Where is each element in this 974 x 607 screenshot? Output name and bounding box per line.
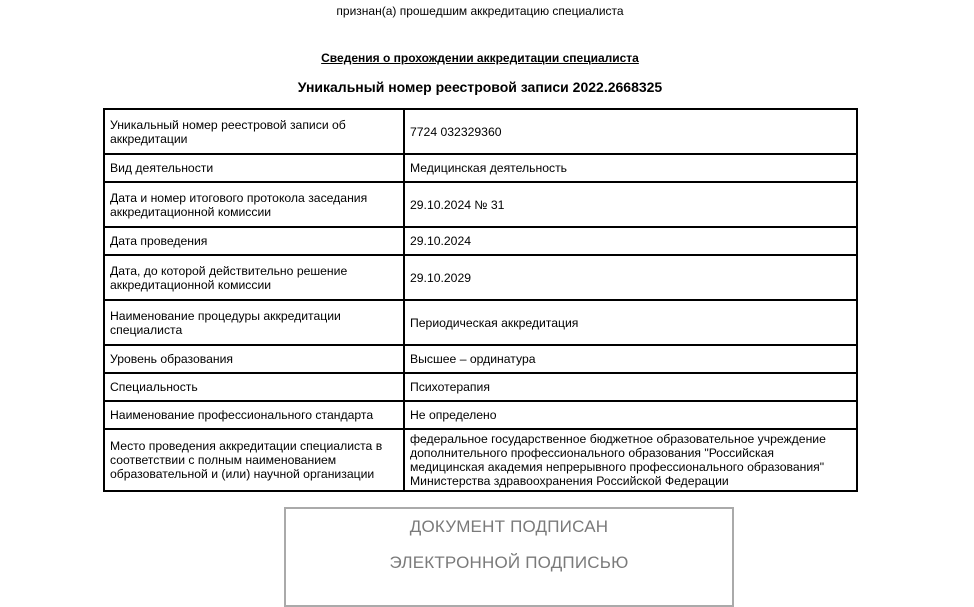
row-label: Наименование профессионального стандарта	[104, 401, 404, 429]
row-value: Периодическая аккредитация	[404, 300, 857, 345]
row-label: Место проведения аккредитации специалиста в соответствии с полным наименованием образовательной и (или) научной организации	[104, 429, 404, 491]
table-row	[104, 429, 857, 491]
row-label: Уникальный номер реестровой записи об аккредитации	[104, 109, 404, 154]
row-label: Дата и номер итогового протокола заседания аккредитационной комиссии	[104, 182, 404, 227]
table-row	[104, 182, 857, 227]
table-row	[104, 109, 857, 154]
row-value: Высшее – ординатура	[404, 345, 857, 373]
row-label: Дата проведения	[104, 227, 404, 255]
accreditation-info-table	[103, 108, 858, 492]
row-value: федеральное государственное бюджетное образовательное учреждение дополнительного профессионального образования "Российская медицинская академия непрерывного профессионального образования" Министерства здравоохранения Российской Федерации	[404, 429, 857, 491]
row-value: 29.10.2029	[404, 255, 857, 300]
table-row	[104, 154, 857, 182]
row-value: 29.10.2024	[404, 227, 857, 255]
row-label: Дата, до которой действительно решение аккредитационной комиссии	[104, 255, 404, 300]
accreditation-status-line: признан(а) прошедшим аккредитацию специалиста	[336, 4, 624, 18]
row-value: 29.10.2024 № 31	[404, 182, 857, 227]
table-row	[104, 345, 857, 373]
table-row	[104, 255, 857, 300]
row-label: Наименование процедуры аккредитации специалиста	[104, 300, 404, 345]
row-value: Не определено	[404, 401, 857, 429]
row-label: Уровень образования	[104, 345, 404, 373]
section-title: Сведения о прохождении аккредитации специалиста	[321, 51, 639, 65]
electronic-signature-stamp	[284, 507, 734, 607]
table-row	[104, 401, 857, 429]
row-value: Психотерапия	[404, 373, 857, 401]
row-value: Медицинская деятельность	[404, 154, 857, 182]
row-value: 7724 032329360	[404, 109, 857, 154]
row-label: Вид деятельности	[104, 154, 404, 182]
table-row	[104, 227, 857, 255]
table-row	[104, 300, 857, 345]
row-label: Специальность	[104, 373, 404, 401]
record-number-title: Уникальный номер реестровой записи 2022.2668325	[297, 79, 663, 95]
stamp-text-line1: ДОКУМЕНТ ПОДПИСАН	[409, 517, 609, 536]
stamp-text-line2: ЭЛЕКТРОННОЙ ПОДПИСЬЮ	[389, 553, 629, 572]
table-row	[104, 373, 857, 401]
